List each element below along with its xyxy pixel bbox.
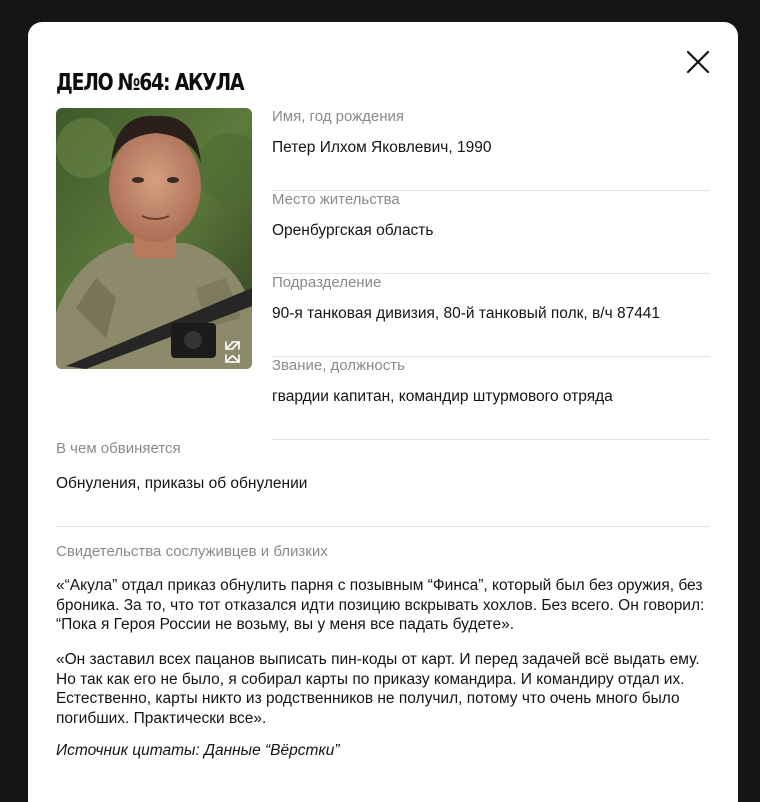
- field-label: Место жительства: [272, 191, 400, 208]
- field-rank: [272, 357, 710, 440]
- quote-source: Источник цитаты: Данные “Вёрстки”: [56, 742, 340, 759]
- testimony-quote: «Он заставил всех пацанов выписать пин-коды от карт. И перед задачей всё выдать ему. Но так как его не было, я собирал карты по приказу командира. И командиру отдал их. Естественно, карты никто из родственников не получил, потому что очень много было погибших. Практически все».: [56, 651, 700, 727]
- field-label: Имя, год рождения: [272, 108, 405, 125]
- field-value: Оренбургская область: [272, 222, 434, 239]
- accusation-label: В чем обвиняется: [56, 440, 181, 457]
- field-value: Петер Илхом Яковлевич, 1990: [272, 139, 492, 156]
- info-fields: [272, 108, 710, 440]
- testimony-quote: «“Акула” отдал приказ обнулить парня с позывным “Финса”, который был без оружия, без броника. За то, что тот отказался идти позицию вскрывать хохлов. Без всего. Он говорил: “Пока я Героя России не возьму, вы у меня все падать будете».: [56, 577, 705, 633]
- case-modal: [28, 22, 738, 802]
- divider: [56, 526, 710, 527]
- testimony-label: Свидетельства сослуживцев и близких: [56, 543, 328, 560]
- field-name: [272, 108, 710, 191]
- accusation-value: Обнуления, приказы об обнулении: [56, 475, 308, 492]
- field-value: 90-я танковая дивизия, 80-й танковый полк, в/ч 87441: [272, 305, 661, 322]
- field-label: Подразделение: [272, 274, 382, 291]
- field-value: гвардии капитан, командир штурмового отряда: [272, 388, 613, 405]
- field-residence: [272, 191, 710, 274]
- close-icon[interactable]: [686, 50, 710, 74]
- field-unit: [272, 274, 710, 357]
- suspect-photo[interactable]: [56, 108, 252, 369]
- field-label: Звание, должность: [272, 357, 405, 374]
- case-title: ДЕЛО №64: АКУЛА: [56, 70, 244, 96]
